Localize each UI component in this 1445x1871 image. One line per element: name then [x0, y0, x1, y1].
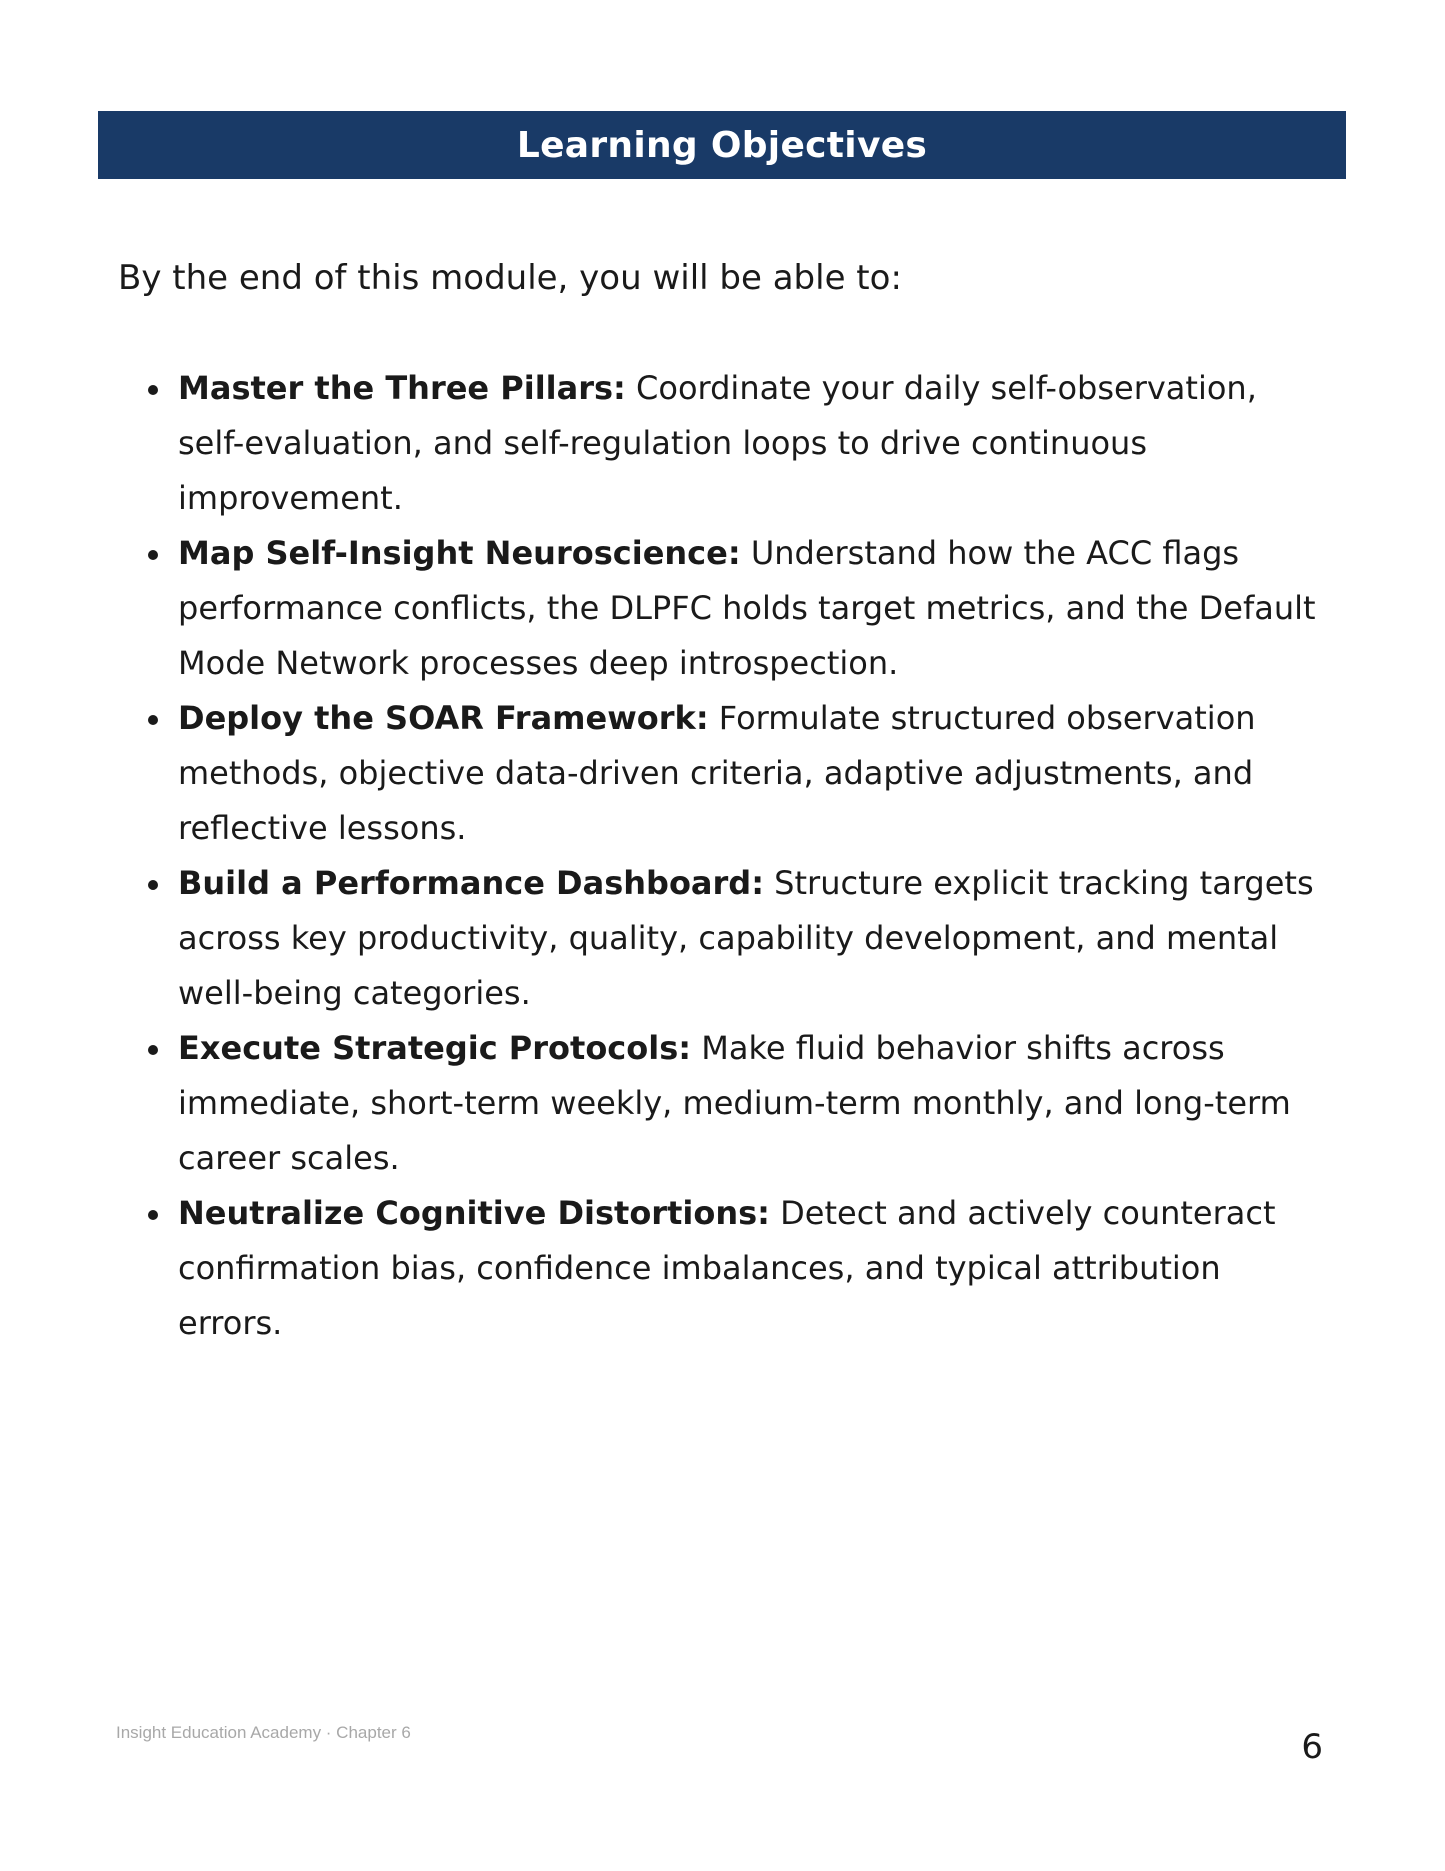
objective-item — [178, 361, 1323, 526]
bullet-icon — [148, 715, 158, 725]
page-number: 6 — [1301, 1727, 1323, 1767]
objective-text: Structure explicit tracking targets across key productivity, quality, capability development, and mental well-being categories. — [178, 864, 1314, 1012]
objectives-list — [178, 361, 1323, 1351]
objective-text: Make fluid behavior shifts across immediate, short-term weekly, medium-term monthly, and long-term career scales. — [178, 1029, 1291, 1177]
objective-title: Map Self-Insight Neuroscience: — [178, 534, 741, 572]
objective-item — [178, 526, 1323, 691]
objective-title: Execute Strategic Protocols: — [178, 1029, 692, 1067]
footer-text: Insight Education Academy · Chapter 6 — [116, 1723, 411, 1742]
objective-text: Formulate structured observation methods, objective data-driven criteria, adaptive adjustments, and reflective lessons. — [178, 699, 1256, 847]
intro-text: By the end of this module, you will be able to: — [118, 258, 902, 298]
bullet-icon — [148, 550, 158, 560]
objective-item — [178, 856, 1323, 1021]
objective-item — [178, 691, 1323, 856]
objective-text: Understand how the ACC flags performance conflicts, the DLPFC holds target metrics, and the Default Mode Network processes deep introspection. — [178, 534, 1316, 682]
section-header-bar — [98, 111, 1346, 179]
objective-item — [178, 1021, 1323, 1186]
bullet-icon — [148, 880, 158, 890]
objective-text: Detect and actively counteract confirmation bias, confidence imbalances, and typical attribution errors. — [178, 1194, 1276, 1342]
objective-title: Master the Three Pillars: — [178, 369, 626, 407]
objective-item — [178, 1186, 1323, 1351]
bullet-icon — [148, 385, 158, 395]
objective-title: Build a Performance Dashboard: — [178, 864, 764, 902]
bullet-icon — [148, 1045, 158, 1055]
objective-title: Deploy the SOAR Framework: — [178, 699, 709, 737]
objective-text: Coordinate your daily self-observation, self-evaluation, and self-regulation loops to drive continuous improvement. — [178, 369, 1257, 517]
bullet-icon — [148, 1210, 158, 1220]
section-title: Learning Objectives — [516, 124, 928, 166]
objective-title: Neutralize Cognitive Distortions: — [178, 1194, 770, 1232]
